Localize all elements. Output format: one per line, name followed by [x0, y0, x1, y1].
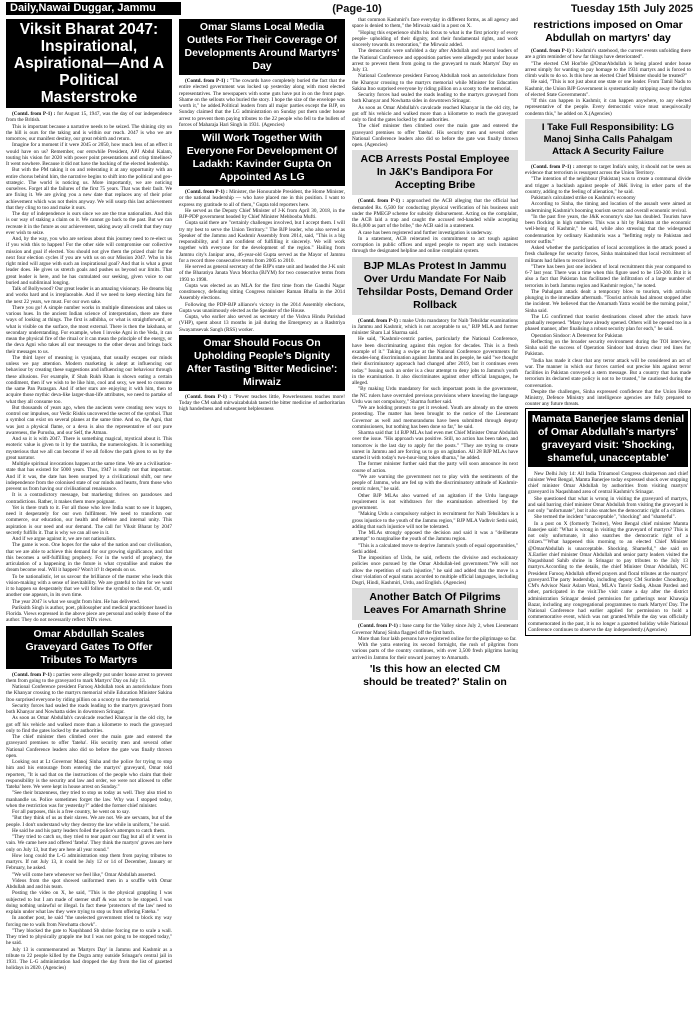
paragraph — [528, 471, 688, 496]
paragraph-text: The LG confirmed that tourist destinations closed after the attack have gradually reopened. "Many have already opened. Others will be opened too in a phased manner, after finalising a robust security plan for each," he said. — [525, 313, 691, 333]
paragraph — [179, 283, 345, 302]
paragraph — [525, 176, 691, 195]
paragraph — [6, 928, 172, 947]
paragraph-text: make Urdu mandatory for Naib Tehsildar examinations in Jammu and Kashmir, which is not acceptable to us," BJP MLA and former minister Sham Lal Sharma said. — [352, 317, 518, 336]
paragraph — [528, 521, 688, 634]
paragraph-text: Imagine for a moment if it were 2045 or 2050, how much less of an effect it would have on us? Remember, our erstwhile President, APJ Abdul Kalam, touting his vision for 2020 with power point presentations and crisp timelines? It went nowhere. Because it did not have the backing of the elected leadership. — [6, 142, 172, 167]
paragraph — [525, 389, 691, 408]
contd-lead: (Contd. from P-1) : — [358, 198, 405, 205]
paragraph-text: But thousands of years ago, when the ancients were creating new ways to control our impulses, our Vedic Rishis uncovered the secret of the symbol. That a symbol can exist on several planes at the same time. And so, the Agni, that was just a physical flame, or a deva is also the representative of our pure awareness, the Purusha, and our Self, the Atman. — [6, 404, 172, 436]
contd-lead: (Contd. from P-1) : — [185, 189, 228, 195]
column-1 — [6, 17, 172, 1024]
paragraph — [525, 201, 691, 214]
paragraph — [6, 492, 172, 505]
paragraph-text: Despite the challenges, Sinha expressed confidence that the Union Home Ministry, Defence Ministry and intelligence agencies are fully prepared to counter any future threats. — [525, 388, 691, 408]
paragraph-text: Yet is there truth to it. For all those who love India want to see it happen, need it desperately for our own fulfilment. We need to transform our commerce, our education, our health and defense and internal unity. This aspiration is our need and our demand. The call for Viksit Bharat by 2047 secretly fulfills it. That is why we can all see in it. — [6, 504, 172, 536]
headline-kavinder-gupta: Will Work Together With Everyone For Development Of Ladakh: Kavinder Gupta On Appointed As LG — [179, 130, 345, 186]
article-body-mirwaiz-cont — [352, 17, 518, 148]
headline-lg-manoj-sinha: I Take Full Responsibility: LG Manoj Sinha Calls Pahalgam Attack A Security Failure — [525, 119, 691, 161]
paragraph — [179, 189, 345, 208]
paragraph — [6, 211, 172, 236]
paragraph — [6, 759, 172, 790]
paragraph — [179, 78, 345, 128]
paragraph — [352, 623, 518, 636]
paragraph-text: parties were allegedly put under house arrest to prevent them from going to the graveyard to mark Martyrs' Day on July 13. — [6, 671, 172, 684]
paragraph-text: Operation Sindoor: A Deterrent for Pakistan — [531, 332, 623, 339]
paragraph-text: "By making Urdu mandatory for such important posts in the government, the NC rulers have overruled previous provisions where knowing the language Urdu was not compulsory," Sharma further said. — [352, 386, 518, 405]
paragraph-text: "The elected CM Hon'ble @OmarAbdullah is being placed under house arrest simply for wanting to pay homage to the 1931 martyrs and is forced to climb walls to do so. Is this how an elected Chief Minister should be treated?" — [525, 60, 691, 79]
paragraph — [6, 853, 172, 872]
headline-acb-arrest: ACB Arrests Postal Employee In J&K's Bandipora For Accepting Bribe — [352, 150, 518, 195]
paragraph-text: "India has made it clear that any terror attack will be considered an act of war. The manner in which our forces carried out precise hits against terror facilities in Pakistan conveyed a stern message. But a country that has made terrorism its declared state policy is not to be trusted," he cautioned during the conversation. — [525, 357, 691, 389]
paragraph — [6, 890, 172, 915]
paragraph-text: Pakistan's calculated strike on Kashmir's economy — [531, 195, 636, 201]
newspaper-name: Daily,Nawai Duggar, Jammu — [6, 2, 181, 15]
paragraph-text: Looking out at Lt Governor Manoj Sinha and the police for trying to stop him and his entourage from entering the martyrs' graveyard, Omar told reporters, "It is sad that on the instructions of the people who claim that their responsibility is the security and law and order, we were not allowed to offer 'fateha' here. We were kept in house arrest on Sunday." — [6, 759, 172, 790]
paragraph — [6, 461, 172, 492]
paragraph-text: More than four lakh persons have registered online for the pilgrimage so far. — [358, 635, 517, 642]
paragraph — [6, 542, 172, 573]
paragraph-text: The third layer of meaning is vyanjana, that usually escapes our minds unless we pay attention. Modern marketing is adept at influencing our behaviour by creating these suggestions and influencing our behaviour through these allusions. For example, if Shah Rukh Khan is shown eating a certain condiment, then if we wish to be like him, cool and sexy, we need to consume the same Pan Parasgan. And if other stars are enjoying it with him, then to acquire those mythic deva-like larger-than-life attributes, we need to partake of what they all consume too. — [6, 354, 172, 405]
paragraph — [6, 111, 172, 124]
column-4 — [525, 17, 691, 1024]
paragraph — [352, 555, 518, 586]
article-body-restrictions — [525, 48, 691, 117]
paragraph-text: July 13 is commemorated as 'Martyrs Day' in Jammu and Kashmir as a tribute to 22 people killed by the Dogra army outside Srinagar's central jail in 1931. The L-G administration had dropped the day from the list of gazetted holidays in 2020. (Agencies) — [6, 946, 172, 972]
paragraph-text: There you go! A simple number works in multiple dimensions and takes us various hues. In the ancient Indian science of interpretation, there are three ways of looking at things. The first is adhibha, or what is straightforward, or what is visible on the surface, the most external. There is then the lakshana, or secondary understanding. For example, when I invoke Agni in the Veda, it can mean the physical fire of the ritual or it can mean the principle of the energy, or the deva Agni who takes all our messages to the other devas and brings back their messages to us. — [6, 304, 172, 355]
contd-lead: (Contd. from P-1) : — [358, 623, 401, 630]
paragraph — [179, 302, 345, 315]
paragraph-text: Multiple spiritual invocations happen at the same time. We are a civilisation-state that has existed for 5000 years. Thus, 1947 is really not that important. And if it was, the date has been usurped by a civilizational shift, our new independence from the colonised state of our minds and hearts, from those who prevent us from having our civilisational renaissance. — [6, 461, 172, 492]
paragraph — [525, 79, 691, 98]
paragraph-text: Security forces had sealed the roads leading to the martyrs graveyard from both Khanyar and Nowhatta sides in downtown Srinagar. — [6, 702, 172, 715]
paragraph — [528, 496, 688, 515]
paragraph-text: Gupta, who earlier also served as secretary of the Vishva Hindu Parishad (VHP), spent about 13 months in jail during the Emergency as a Rashtriya Swayamsevak Sangh (RSS) worker. — [179, 314, 345, 333]
article-body-lg-manoj — [525, 164, 691, 408]
contd-lead: (Contd. from P-1) : — [358, 317, 401, 324]
paragraph-text: "If this can happen in Kashmir, it can happen anywhere, to any elected representative of the people. Every democratic voice must unequivocally condemn this," he added on X.(Agencies) — [525, 98, 691, 117]
paragraph-text: Other BJP MLAs also warned of an agitation if the Urdu language requirement is not withdrawn for the examination advertised by the government. — [352, 492, 518, 511]
headline-mamata: Mamata Banerjee slams denial of Omar Abdullah's martyrs' graveyard visit: 'Shocking, shameful, unacceptable' — [528, 411, 688, 467]
paragraph-text: Asked whether the participation of local accomplices in the attack posed a fresh challenge for security forces, Sinha maintained that local recruitment of militants had fallen to record lows. — [525, 245, 691, 264]
paragraph — [352, 73, 518, 92]
contd-lead: (Contd. from P-1) : — [185, 78, 229, 84]
paragraph — [6, 715, 172, 734]
paragraph-text: In a statement, ACB reiterated its commitment to act tough against corruption in public offices and urged people to report any such instances through the designated helpline and online complaint system. — [352, 235, 518, 255]
paragraph — [179, 314, 345, 333]
paragraph-text: Reflecting on the broader security environment during the TOI interview, Sinha said the success of Operation Sindoor had drawn clear red lines for Pakistan. — [525, 338, 691, 358]
paragraph — [179, 394, 345, 413]
paragraph-text: He served as general secretary of the BJP's state unit and headed the J-K unit of the Bharatiya Janata Yuva Morcha (BJYM) for two consecutive terms from 1993 to 1998. — [179, 264, 345, 283]
paragraph-text: He said, "This is not just about one state or one leader. From Tamil Nadu to Kashmir, the Union BJP Government is systematically stripping away the rights of elected State Governments". — [525, 79, 691, 98]
headline-restrictions: restrictions imposed on Omar Abdullah on martyrs' day — [533, 19, 683, 44]
paragraph-text: approached the ACB alleging that the official had demanded Rs. 6,500 for conducting physical verification of his business unit under the PMEGP scheme for subsidy disbursement. Acting on the complaint, the ACB laid a trap and caught the accused red-handed while accepting Rs.6,000 as part of the bribe," the ACB said in a statement. — [352, 198, 518, 230]
paragraph-text: "Hoping this experience shifts his focus to what is the first priority of every people- upholding of their dignity, and their fundamental rights, and work sincerely towards its restoration," the Mirwaiz added. — [352, 29, 518, 48]
paragraph-text: The game is won. One hopes for the sake of the nation and our civilisation, that we are able to achieve this demand for our growing significance, and that this becomes a self-fulfilling prophecy. For in the world of prophecy, the articulation of a happening in the future is what crystallise and makes the dream become real. Will it happen? Won't it? It depends on us. — [6, 542, 172, 574]
paragraph-text: With the yatra entering its second fortnight, the rush of pilgrims from various parts of the country continues, with over 3,500 fresh pilgrims having arrived in Jammu for their onward journey to Amarnath. — [352, 642, 518, 661]
paragraph — [352, 17, 518, 30]
paragraph — [352, 48, 518, 73]
paragraph — [352, 493, 518, 512]
headline-stalin: 'Is this how an elected CM should be treated?' Stalin on — [363, 662, 507, 688]
paragraph — [352, 336, 518, 386]
paragraph-text: "They blocked the gate to Naqshband Sb shrine forcing me to scale a wall. They tried to physically grapple me but I was not going to be stopped today," he said. — [6, 927, 172, 947]
paragraph — [525, 314, 691, 333]
article-body-amarnath — [352, 623, 518, 661]
article-body-kavinder — [179, 189, 345, 333]
paragraph-text: "See their brazenness, they tried to stop us today as well. They also tried to manhandle us. Police sometimes forget the law. Why was I stopped today, when the restriction was for yesterday?" added the former chief minister. — [6, 790, 172, 809]
paragraph-text: "We are holding protests to get it revoked. Youth are already on the streets protesting. The matter has been brought to the notice of the Lieutenant Governor as well and memorandums have been submitted through deputy commissioners, but nothing has been done so far," he said. — [352, 405, 518, 430]
headline-omar-scales-gates: Omar Abdullah Scales Graveyard Gates To Offer Tributes To Martyrs — [6, 626, 172, 669]
paragraph-text: "There has been just one incident of local recruitment this year compared to 6-7 last year. There was a time when this figure used to be 150-200. But it is also a fact that Pakistan has facilitated the infiltration of a large number of terrorists in both Jammu region and Kashmir region," he noted. — [525, 263, 691, 289]
paragraph — [525, 339, 691, 358]
paragraph — [6, 236, 172, 286]
paragraph-text: Posting the video on X, he said, "This is the physical grappling I was subjected to but I am made of sterner stuff & was not to be stopped. I was doing nothing unlawful or illegal. In fact these 'protectors of the law' need to explain under what law they were trying to stop us from offering Fateha." — [6, 890, 172, 915]
paragraph-text: New Delhi July 14: All India Trinamool Congress chairperson and chief minister West Bengal, Mamta Banerjee today expressed shock over stopping chief minister Omar Abdullah by authorities from visiting martyrs' graveyard in Naqashband area of central Kashmir's Srinagar. — [528, 470, 688, 496]
paragraph — [6, 142, 172, 167]
article-body-mamata — [528, 471, 688, 634]
paragraph — [352, 474, 518, 493]
column-3 — [352, 17, 518, 1024]
paragraph-text: For all purposes, this is a free country, he went on to say. — [12, 809, 130, 815]
headline-bjp-urdu: BJP MLAs Protest In Jammu Over Urdu Mandate For Naib Tehsildar Posts, Demand Order Rollback — [352, 257, 518, 315]
mamata-box — [525, 408, 691, 637]
paragraph — [352, 105, 518, 124]
contd-lead: (Contd. from P-1) : — [531, 48, 575, 54]
paragraph-text: Videos from the spot showed uniformed men in a scuffle with Omar Abdullah and and his team. — [6, 877, 172, 890]
paragraph — [179, 264, 345, 283]
headline-viksit-bharat: Viksit Bharat 2047: Inspirational, Aspirational—And A Political Masterstroke — [6, 19, 172, 108]
paragraph-text: The imposition of Urdu, he said, reflects the divisive and exclusionary policies once pursued by the Omar Abdullah-led government."We will not allow the repetition of such injustice," he said and added that the move is a clear violation of equal status accorded to multiple official languages, including Dogri, Hindi, Kashmiri, Urdu, and English. (Agencies) — [352, 555, 518, 586]
paragraph-text: He said he and his party leaders foiled the police's attempts to catch them. — [12, 827, 166, 834]
contd-lead: (Contd. from P-1) : — [12, 671, 55, 678]
headline-mirwaiz: Omar Should Focus On Upholding People's Dignity After Tasting 'Bitter Medicine': Mirwaiz — [179, 335, 345, 391]
paragraph-text: As soon as Omar Abdullah's cavalcade reached Khanyar in the old city, he got off his vehicle and walked more than a kilometre to reach the graveyard only to find the gates locked by the authorities. — [6, 715, 172, 734]
paragraph — [179, 208, 345, 221]
paragraph — [6, 790, 172, 809]
paragraph-text: He served as the Deputy Chief Minister of J-K from April 30, 2018, in the BJP-PDP government headed by Chief Minister Mehbooba Mufti. — [179, 207, 345, 220]
paragraph-text: Gupta was elected as an MLA for the first time from the Gandhi Nagar constituency, defeating sitting Congress minister Raman Bhalla in the 2014 Assembly elections. — [179, 282, 345, 302]
headline-amarnath: Another Batch Of Pilgrims Leaves For Amarnath Shrine — [352, 588, 518, 620]
paragraph — [6, 834, 172, 853]
paragraph — [352, 530, 518, 543]
paragraph-text: "They tried to catch us, they tried to tear apart our flag but all of it went in vain. We came here and offered 'fateha'. They think the martyrs' graves are here only on July 13, but they are here all year round." — [6, 834, 172, 853]
paragraph-text: Kashmir's statehood, the current events unfolding there are a grim reminder of how far things have deteriorated". — [525, 48, 691, 61]
paragraph-text: Minister, the Honourable President, the Home Minister, or the national leadership — who have placed me in this position. I want to express my gratitude to all of them," Gupta told reporters here. — [179, 189, 345, 208]
paragraph-text: According to Sinha, the timing and location of the assault were aimed at undermining Kashmir's booming tourism sector and overall economic revival. — [525, 201, 691, 214]
paragraph — [525, 289, 691, 314]
paragraph — [6, 947, 172, 972]
paragraph-text: for August 15, 1947, was the day of our independence from the British. — [6, 111, 172, 124]
page-number: (Page-10) — [332, 2, 382, 15]
paragraph — [6, 286, 172, 305]
paragraph-text: Pariksith Singh is author, poet, philosopher and medical practitioner based in Florida. Views expressed in the above piece are personal and solely those of the author. They do not necessarily reflect ND's views. — [6, 604, 172, 624]
masthead — [6, 2, 693, 15]
paragraph — [352, 405, 518, 430]
paragraph-text: base camp for the Valley since July 2, when Lieutenant Governor Manoj Sinha flagged off the first batch. — [352, 623, 518, 636]
paragraph — [6, 734, 172, 759]
paragraph-text: National Conference president Farooq Abdullah took an autorickshaw from the Khanyar crossing to the martyrs memorial while Education Minister Sakina Itoo surprised everyone by riding pillion on a scooty to the memorial. — [6, 684, 172, 703]
paragraph — [6, 684, 172, 703]
paragraph — [6, 124, 172, 143]
paragraph-text: "But they think of us as their slaves. We are not. We are servants, but of the people. I don't understand why they destroy the law while in uniform," he said. — [6, 815, 172, 828]
paragraph — [352, 92, 518, 105]
paragraph-text: The year 2047 is what we sought from him. He has delivered. — [12, 598, 141, 605]
paragraph-text: She questioned that what is wrong in visiting the graveyard of martyrs, and said barring chief minister Omar Abdullah from visiting the graveyard is not only "unfortunate", but it also snatches the democratic right of a citizen. — [528, 495, 688, 514]
paragraph — [352, 236, 518, 255]
paragraph-text: It is a contradictory message, but marketing thrives on paradoxes and contradictions. Rather, it makes them more poignant. — [6, 492, 172, 505]
paragraph — [6, 505, 172, 536]
paragraph — [6, 672, 172, 685]
paragraph-text: But with the PM taking it on and reiterating it at any opportunity with an entire chorus behind him, the narrative begins to shift into the political and geo-strategic. The world is noticing us. More importantly, we are noticing ourselves. Forget all the failures of the first 75 years. That was their fault. We are fixing it. We are giving you a new date that replaces any of their prior achievement which was not theirs anyway. We will usurp this last achievement that they cling to too and make it ours. — [6, 167, 172, 211]
paragraph-text: The day of independence is ours since we are the true nationalists. And this is our way of staking a claim on it. We cannot go back to the past. But we can recreate it in the future as our achievement, taking away all credit that they may ever wish to seize. — [6, 211, 172, 236]
paragraph-text: that common Kashmiri's face everyday in different forms, as all agency and space is denied to them," the Mirwaiz said in a post on X. — [352, 17, 518, 30]
paragraph-text: He said, "Kashmir-centric parties, particularly the National Conference, have been discriminating against this region for decades. This is a fresh example of it." Taking a swipe at the National Conference governments for decades-long discrimination against Jammu and its people, he said "we thought their discriminatory approach had changed after 2019, but it continues even today." Issuing such an order is a clear attempt to deny jobs to Jammu's youth in the examination. It also discriminates against other official languages, he alleged. — [352, 336, 518, 386]
paragraph-text: The former minister further said that the party will soon announce its next course of action. — [352, 461, 518, 474]
paragraph-text: In a post on X (formerly Twitter), West Bengal chief minister Mamta Banerjee said: "What is wrong in visiting the graveyard of martyrs? This is not only unfortunate, it also snatches the democratic right of a citizen.""What happened this morning to an elected Chief Minister @OmarAbdullah is unacceptable. Shocking. Shameful," she said on X.Earlier chief minister Omar Abdullah and senior party leaders visited the Naqashband Sahib shrine in Srinagar to pay tributes to the July 13 martyrs.According to the details, the chief Minister Omar Abdullah, NC President Farooq Abdullah offered prayers and floral tributes at the martyrs' graveyard.The party leadership, including deputy CM Surinder Choudhary, CM's Advisor Nasir Aslam Wani, MLA's Tanvir Sadiq, Ahsan Pardesi and other, participated in the visit.The visit came a day after the district administration Srinagar denied permission for gatherings near Khawaja Bazar, including any congregational programmes to mark Martyrs' Day. The National Conference had earlier applied for permission to hold a commemorative event, which was not granted.While the day was officially commemorated in the past, it is no longer a gazetted holiday while National Conference continues to observe the day independently.(Agencies) — [528, 520, 688, 633]
paragraph-text: Talk of Bollywood? Our great leader is an amazing visionary. He dreams big and works hard and is irreplaceable. And if we need to keep electing him for the next 22 years, we must. For our own sake. — [6, 286, 172, 305]
paragraph-text: "We are warning the government not to play with the sentiments of the people of Jammu, who are fed up with the discriminatory attitude of Kashmir-centric rulers," he said. — [352, 473, 518, 493]
paragraph-text: The chief minister then climbed over the main gate and entered the graveyard premises to offer 'fateha'. His security men and several other National Conference leaders also did so before the gate was finally thrown open. (Agencies) — [352, 123, 518, 148]
paragraph-text: The Pahalgam attack dealt a temporary blow to tourism, with arrivals plunging in the immediate aftermath. "Tourist arrivals had almost stopped after the incident. We believed that the Amarnath Yatra would be the turning point," Sinha said. — [525, 288, 691, 314]
paragraph — [352, 386, 518, 405]
paragraph — [525, 48, 691, 61]
paragraph — [352, 30, 518, 49]
paragraph — [6, 878, 172, 891]
article-body-bjp-urdu — [352, 318, 518, 587]
paragraph — [6, 355, 172, 405]
columns — [6, 17, 693, 1024]
paragraph-text: Following the PDP-BJP alliance's victory in the 2014 Assembly elections, Gupta was unanimously elected as the Speaker of the House. — [179, 301, 345, 314]
paragraph-text: National Conference president Farooq Abdullah took an autorickshaw from the Khanyar crossing to the martyrs memorial while Minister for Education Sakina Itoo surprised everyone by riding pillion on a scooty to the memorial. — [352, 73, 518, 92]
paragraph — [6, 405, 172, 436]
paragraph — [525, 358, 691, 389]
paragraph-text: "This is a calculated move to deprive Jammu's youth of equal opportunities," Sethi added. — [352, 542, 518, 555]
paragraph-text: This is important because a narrative needs to be seized. The shining city on the hill is ours for the taking and is within our reach. 2047 is who we are tomorrow, our manifest destiny, our great rebirth and return. — [6, 123, 172, 142]
paragraph-text: "In the past five years, the J&K economy's size has doubled. Tourists have been flocking in high numbers. This was a hit by Pakistan at the economic well-being of Kashmir," he said, while also stressing that the widespread condemnation by ordinary Kashmiris was a "befitting reply to Pakistan and terror outfits." — [525, 213, 691, 245]
paragraph — [352, 642, 518, 661]
paragraph-text: The MLAs strongly opposed the decision and said it was a "deliberate attempt" to marginalise the youth of the Jammu region. — [352, 530, 518, 543]
paragraph-text: "The cowards have completely buried the fact that the entire elected government was locked up yesterday along with most elected representatives. The newspapers with some guts have put in on the front page. Shame on the sellouts who buried the story. I hope the size of the envelope was worth it," he added.Political leaders from all major parties except the BJP, on Sunday claimed that the LG administration on Sunday put them under house arrest to prevent them paying tributes to the 22 people who fell to the bullets of forces of Maharaja Hari Singh in 1931. (Agencies) — [179, 78, 345, 128]
paragraph — [352, 461, 518, 474]
paragraph — [352, 123, 518, 148]
paragraph — [352, 318, 518, 337]
paragraph-text: Security forces had sealed the roads leading to the martyrs graveyard from both Khanyar and Nowhatta sides in downtown Srinagar. — [352, 92, 518, 105]
paragraph — [525, 164, 691, 177]
paragraph-text: "Power teaches little, Powerlessness teaches more! Today the CM sahab mirwaizabdulah tasted the bitter medicine of authoritarian high handedness and subsequent helplessness — [179, 393, 345, 413]
article-body-omar-slams — [179, 78, 345, 128]
paragraph-text: "The intention of the neighbour (Pakistan) was to create a communal divide and trigger a backlash against people of J&K living in other parts of the country, adding to the feeling of alienation," he said. — [525, 176, 691, 195]
paragraph-text: And, by the way, you who are serious about this journey need to re-elect us if you wish this to happen! For the other side will compromise our collective mission and goal if elected. You should not give them the prized chair for the next four election cycles if you are with us on our Mission 2047. Who in his right mind will argue with such an inspirational goal? And that is what a great leader does. He gives us stretch goals and pushes us beyond our limits. That great leader is here, and he has cumulated our seeking, given voice to our buried and subliminal longing. — [6, 236, 172, 286]
paragraph — [6, 703, 172, 716]
paragraph-text: "Making Urdu a compulsory subject in recruitment for Naib Tehsildars is a gross injustice to the youth of the Jammu region," BJP MLA Vadhvir Sethi said, adding that such injustice will not be tolerated. — [352, 511, 518, 530]
paragraph-text: In another post, he said "the unelected government tried to block my way forcing me to walk from Nowhatta chowk". — [6, 915, 172, 928]
paragraph — [352, 430, 518, 461]
article-body-mirwaiz — [179, 394, 345, 413]
paragraph — [6, 167, 172, 211]
paragraph-text: Sharma said that 14 BJP MLAs had even met Chief Minister Omar Abdullah over the issue. "His approach was positive. Still, no action has been taken, and tomorrow is the last day to apply for the posts." "They are trying to create unrest in Jammu and are forcing us to go on agitation. All 28 BJP MLAs have started it with today's two-hour-long token dharna," he added. — [352, 430, 518, 461]
paragraph — [179, 220, 345, 264]
contd-lead: (Contd. from P-1) : — [12, 111, 56, 117]
paragraph — [352, 198, 518, 229]
issue-date: Tuesday 15th July 2025 — [570, 2, 693, 15]
column-2 — [179, 17, 345, 1024]
paragraph-text: As soon as Omar Abdullah's cavalcade reached Khanyar in the old city, he got off his vehicle and walked more than a kilometre to reach the graveyard only to find the gates locked by the authorities. — [352, 104, 518, 123]
paragraph — [525, 61, 691, 80]
paragraph-text: "We will come here whenever we feel like," Omar Abdullah asserted. — [12, 871, 157, 878]
paragraph-text: To be nationalistic, let us savour the brilliance of the master who leads this vision-making with a sense of inevitability. We are grateful to him for we want it to happen so desperately that we will follow the symbol to the end. Or, until another one appears, in its own time. — [6, 573, 172, 599]
paragraph — [6, 574, 172, 599]
paragraph-text: attempt to target India's unity, it should not be seen as evidence that terrorism is resurgent across the Union Territory. — [525, 163, 691, 176]
contd-lead: (Contd. from P-1) : — [185, 393, 232, 400]
paragraph-text: Gupta said there are "certainly challenges involved, but I accept them. I will try my best to serve the Union Territory." The BJP leader, who also served as Speaker of the Jammu and Kashmir Assembly from 2014, said, "This is a big responsibility, and I am confident of fulfilling it sincerely. We will work together with everyone for the development of the region." Hailing from Jammu city's Janipur area, 46-year-old Gupta served as the Mayor of Jammu for a record three consecutive terms from 2005 to 2010. — [179, 220, 345, 264]
paragraph — [525, 98, 691, 117]
headline-omar-slams-media: Omar Slams Local Media Outlets For Their Coverage Of Developments Around Martyrs' Day — [179, 19, 345, 75]
paragraph-text: She termed the incident "unacceptable", "shocking" and "shameful". — [534, 514, 676, 521]
paragraph — [6, 605, 172, 624]
article-body-viksit — [6, 111, 172, 624]
paragraph-text: The chief minister then climbed over the main gate and entered the graveyard premises to offer 'fateha'. His security men and several other National Conference leaders also did so before the gate was finally thrown open. — [6, 734, 172, 759]
paragraph — [525, 264, 691, 289]
paragraph — [6, 436, 172, 461]
paragraph — [352, 511, 518, 530]
paragraph — [6, 305, 172, 355]
contd-lead: (Contd. from P-1) : — [531, 163, 575, 170]
paragraph — [352, 543, 518, 556]
paragraph-text: How long could the L-G administration stop them from paying tributes to martyrs. If not July 13, it could be July 12 or 14 of December, January or February, he asked. — [6, 852, 172, 872]
article-body-omar-scales — [6, 672, 172, 972]
article-body-acb — [352, 198, 518, 254]
paragraph — [525, 245, 691, 264]
paragraph-text: The democratic were unfolded a day after Abdullah and several leaders of the National Conference and opposition parties were allegedly put under house arrest to prevent them from going to the graveyard to mark Martyrs' Day on July 13. — [352, 48, 518, 73]
paragraph — [525, 214, 691, 245]
paragraph-text: A case has been registered and further investigation is underway. — [358, 229, 493, 236]
paragraph — [6, 915, 172, 928]
paragraph-text: And if we argue against it, we are not nationalists. — [12, 536, 117, 542]
paragraph-text: And so it is with 2047. There is something magical, mystical about it. This esoteric value is given to it by the tantrika, the numerologists. It is something mysterious that we all can become if we all follow the path given to us by the great narrator. — [6, 436, 172, 461]
paragraph — [6, 815, 172, 828]
